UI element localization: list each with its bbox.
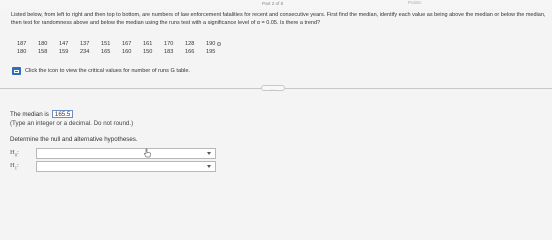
table-cell: 160 <box>122 49 132 55</box>
table-cell: 151 <box>101 41 111 47</box>
table-cell <box>206 40 228 48</box>
data-table <box>17 40 228 56</box>
hypotheses-prompt: Determine the null and alternative hypotheses. <box>10 136 138 143</box>
table-row <box>17 40 228 48</box>
table-cell: 137 <box>80 41 90 47</box>
table-cell: 147 <box>59 41 69 47</box>
hand-cursor-icon <box>143 148 151 158</box>
median-label: The median is <box>10 110 49 118</box>
table-cell-value: 190 <box>206 41 216 47</box>
top-bar <box>0 0 552 9</box>
table-cell: 128 <box>185 41 195 47</box>
table-cell: 161 <box>143 41 153 47</box>
h1-label: $H_1$: <box>10 162 19 171</box>
critical-values-label: Click the icon to view the critical values for number of runs G table. <box>25 68 191 74</box>
median-row <box>10 110 73 118</box>
table-cell: 187 <box>17 41 27 47</box>
chevron-down-icon <box>207 165 211 168</box>
median-input[interactable]: 165.5 <box>52 110 73 118</box>
table-cell: 166 <box>185 49 195 55</box>
table-cell: 234 <box>80 49 90 55</box>
table-cell: 170 <box>164 41 174 47</box>
critical-values-row <box>12 67 190 75</box>
table-icon[interactable] <box>12 67 21 75</box>
table-cell: 195 <box>206 49 216 55</box>
h1-row <box>10 161 216 172</box>
chevron-down-icon <box>207 152 211 155</box>
table-cell: 180 <box>38 41 48 47</box>
table-row <box>17 48 228 56</box>
part-indicator: Part 2 of 8 <box>262 1 284 6</box>
h0-label: $H_0$: <box>10 149 19 158</box>
median-hint: (Type an integer or a decimal. Do not round.) <box>10 120 134 127</box>
table-cell: 183 <box>164 49 174 55</box>
copy-data-icon[interactable] <box>217 42 221 46</box>
table-cell: 180 <box>17 49 27 55</box>
h0-row <box>10 148 216 159</box>
expand-button[interactable]: ..... <box>261 85 285 91</box>
question-text: Listed below, from left to right and then top to bottom, are numbers of law enforcement fatalities for recent and consecutive years. First find the median, identify each value as being above the median or below the median, then test for randomness above and below the median using the runs test with a significance level of α = 0.05. Is there a trend? <box>11 12 546 26</box>
table-cell: 167 <box>122 41 132 47</box>
h0-select[interactable] <box>36 148 216 159</box>
table-cell: 165 <box>101 49 111 55</box>
table-cell: 159 <box>59 49 69 55</box>
table-cell: 158 <box>38 49 48 55</box>
points-label: Points: <box>407 0 422 5</box>
table-cell: 150 <box>143 49 153 55</box>
h1-select[interactable] <box>36 161 216 172</box>
